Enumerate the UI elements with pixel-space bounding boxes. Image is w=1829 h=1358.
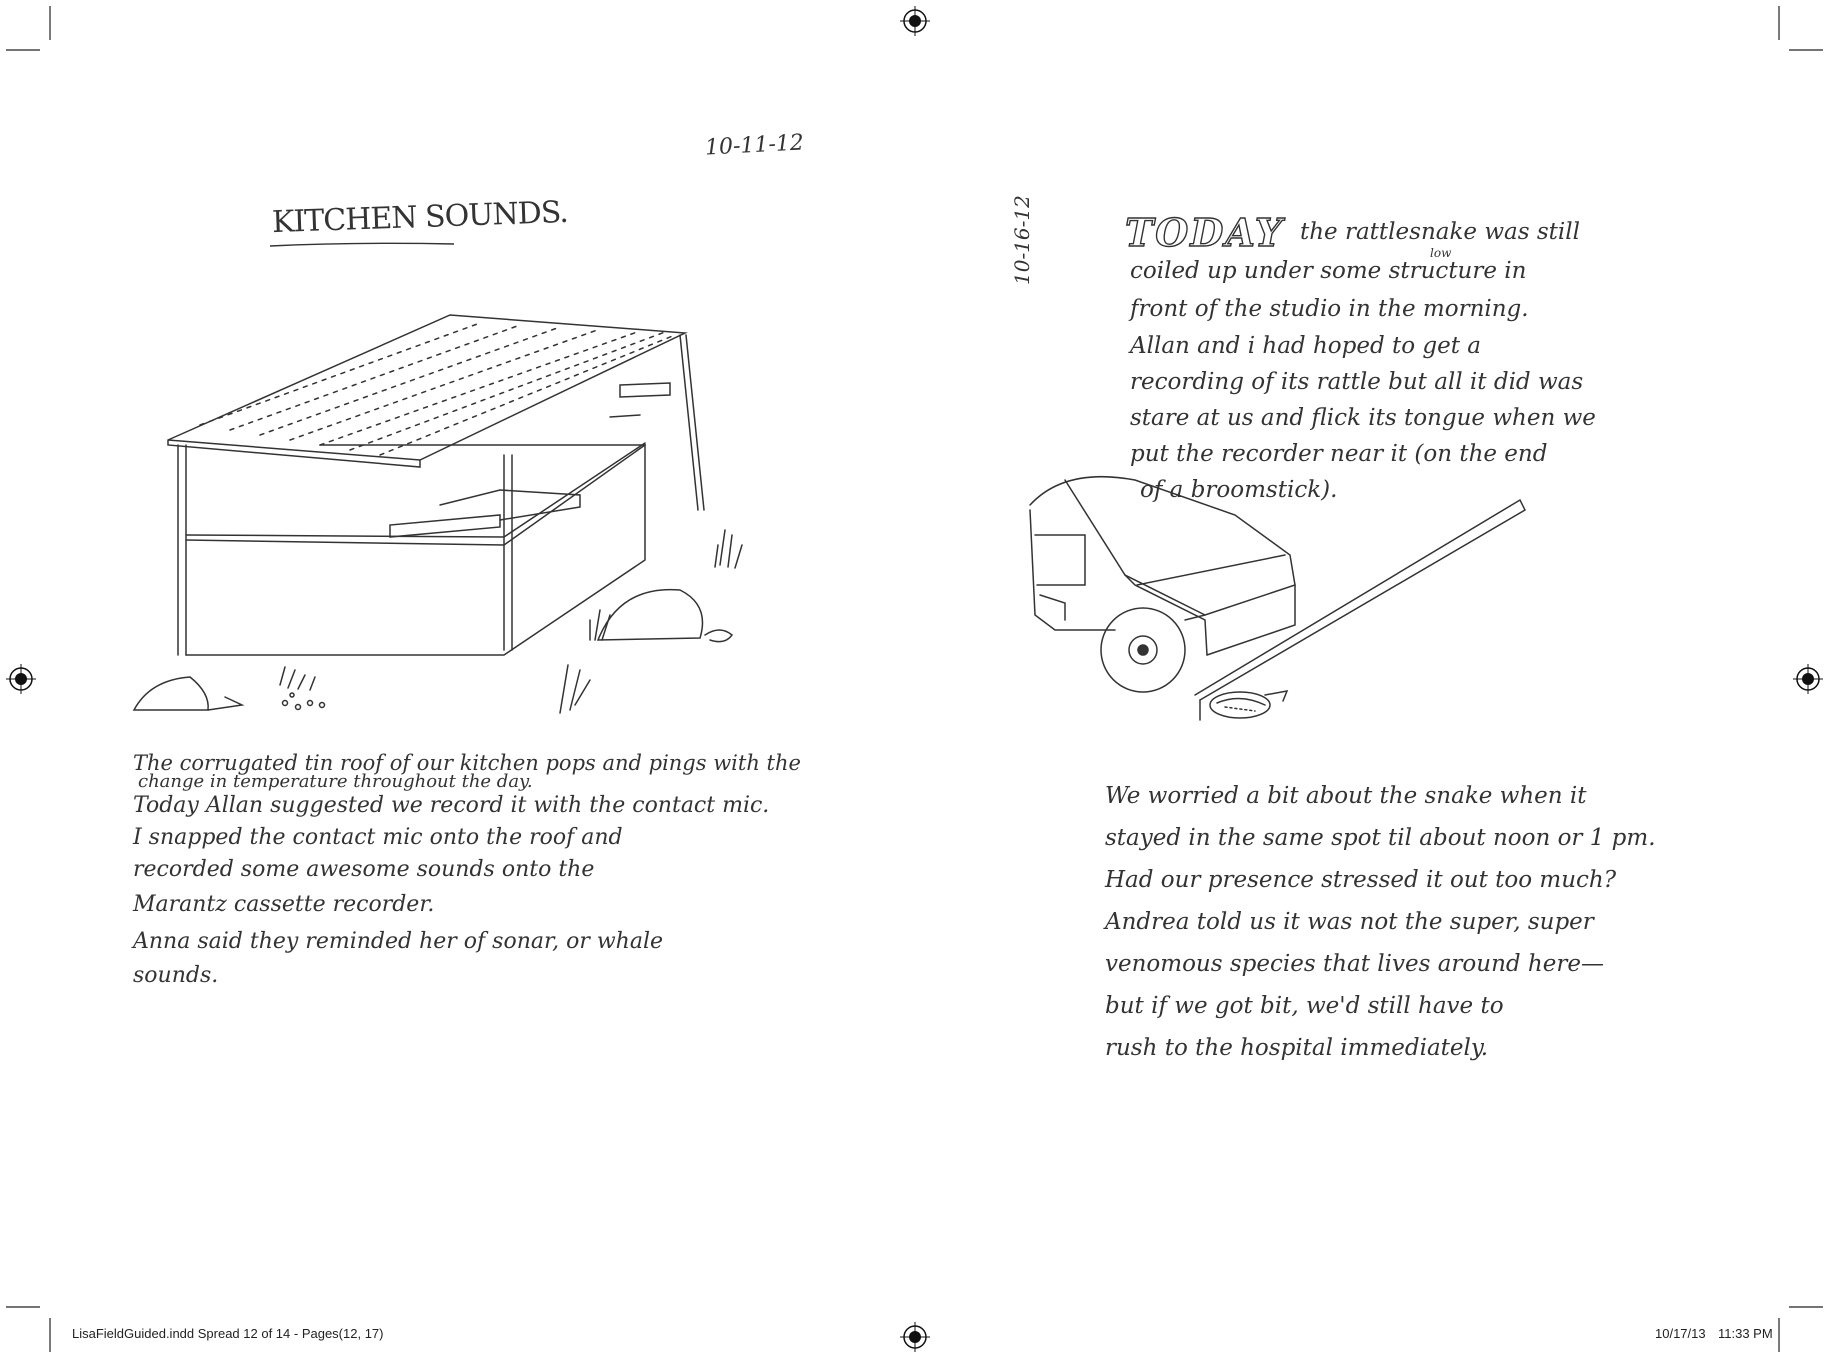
right-top-line-7: put the recorder near it (on the end [1130,441,1548,467]
left-page-body [133,752,813,992]
registration-mark-left [6,664,36,694]
right-top-line-2: coiled up under some structure in [1130,258,1527,284]
right-bottom-line-3: Had our presence stressed it out too much? [1105,867,1617,893]
kitchen-shed-sketch [120,305,760,715]
today-lead: TODAY [1125,210,1285,255]
right-bottom-line-5: venomous species that lives around here— [1105,951,1604,977]
right-top-line-4: Allan and i had hoped to get a [1130,333,1481,359]
left-page-date: 10-11-12 [704,130,805,161]
registration-mark-right [1793,664,1823,694]
right-bottom-line-6: but if we got bit, we'd still have to [1105,993,1504,1019]
right-top-line-5: recording of its rattle but all it did was [1130,369,1584,395]
left-line-8: sounds. [133,963,219,988]
truck-and-snake-sketch [1025,455,1545,725]
slug-time: 11:33 PM [1718,1326,1773,1341]
left-line-5: recorded some awesome sounds onto the [133,857,595,882]
slug-date: 10/17/13 [1655,1326,1706,1341]
left-page-title: KITCHEN SOUNDS. [271,194,569,241]
right-top-line-6: stare at us and flick its tongue when we [1130,405,1596,431]
right-bottom-line-1: We worried a bit about the snake when it [1105,783,1587,809]
right-bottom-line-4: Andrea told us it was not the super, super [1105,909,1594,935]
left-line-1: The corrugated tin roof of our kitchen pops and pings with the [133,751,801,775]
slug-file-info: LisaFieldGuided.indd Spread 12 of 14 - Pages(12, 17) [72,1326,384,1341]
right-top-line-3: front of the studio in the morning. [1130,296,1529,322]
left-line-2: change in temperature throughout the day. [138,771,533,792]
left-line-6: Marantz cassette recorder. [133,892,435,917]
right-bottom-line-7: rush to the hospital immediately. [1105,1035,1489,1061]
left-line-7: Anna said they reminded her of sonar, or whale [133,929,663,954]
right-top-line-8: of a broomstick). [1140,477,1338,503]
right-page-bottom-text [1105,775,1785,1069]
left-line-3: Today Allan suggested we record it with the contact mic. [133,793,770,818]
right-bottom-line-2: stayed in the same spot til about noon or 1 pm. [1105,825,1656,851]
right-page-date: 10-16-12 [1010,195,1034,285]
insert-word: low [1430,246,1452,260]
registration-mark-bottom [900,1322,930,1352]
left-line-4: I snapped the contact mic onto the roof and [133,825,623,850]
registration-mark-top [900,6,930,36]
title-underline [268,240,458,250]
right-top-line-1: the rattlesnake was still [1300,219,1580,245]
